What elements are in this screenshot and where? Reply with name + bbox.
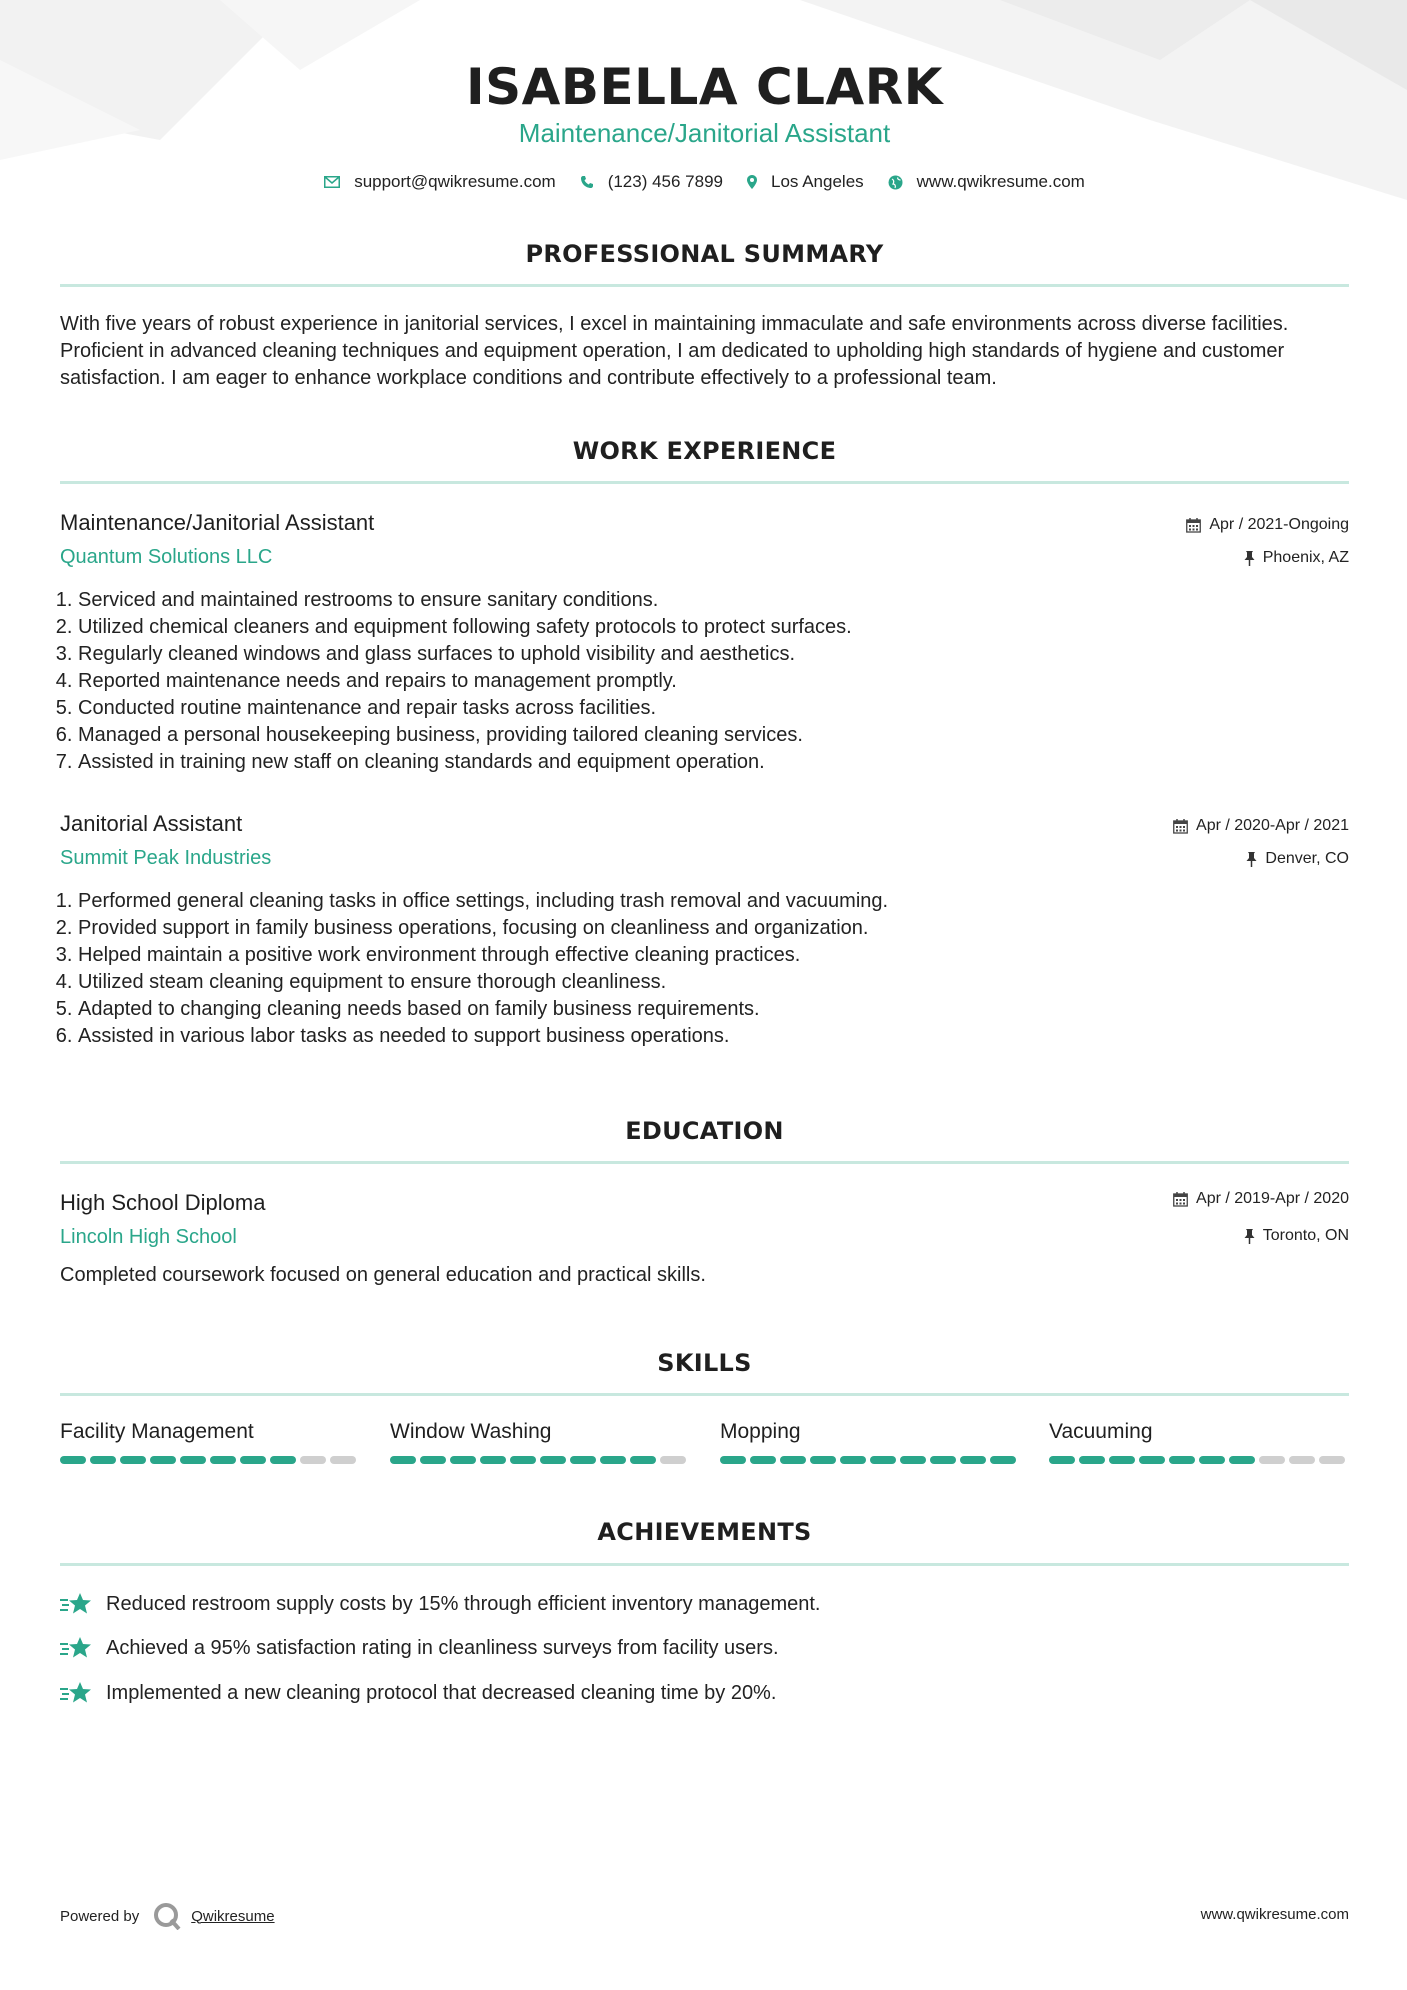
star-icon bbox=[60, 1635, 92, 1661]
skill-level-segment bbox=[1139, 1456, 1165, 1464]
job-location-text: Phoenix, AZ bbox=[1262, 549, 1349, 566]
job-dates bbox=[1173, 817, 1349, 835]
footer-website[interactable]: www.qwikresume.com bbox=[1200, 1906, 1349, 1923]
list-item: 2. Provided support in family business operations, focusing on cleanliness and organization. bbox=[78, 915, 888, 942]
achievement-text: Implemented a new cleaning protocol that decreased cleaning time by 20%. bbox=[106, 1681, 777, 1704]
skill-level-segment bbox=[150, 1456, 176, 1464]
envelope-icon bbox=[324, 176, 340, 188]
skill-level-bar bbox=[60, 1456, 360, 1464]
achievements-heading: ACHIEVEMENTS bbox=[597, 1518, 812, 1546]
email-text: support@qwikresume.com bbox=[354, 172, 556, 191]
calendar-icon bbox=[1186, 518, 1201, 533]
list-item: 2. Utilized chemical cleaners and equipment following safety protocols to protect surfaces. bbox=[78, 614, 852, 641]
contact-email[interactable] bbox=[324, 172, 556, 192]
list-item: 5. Adapted to changing cleaning needs based on family business requirements. bbox=[78, 996, 888, 1023]
achievement-text: Reduced restroom supply costs by 15% through efficient inventory management. bbox=[106, 1592, 821, 1615]
skill-level-segment bbox=[570, 1456, 596, 1464]
skill-level-segment bbox=[330, 1456, 356, 1464]
job-dates-text: Apr / 2021-Ongoing bbox=[1209, 516, 1349, 533]
skill-level-segment bbox=[1049, 1456, 1075, 1464]
skill-label: Mopping bbox=[720, 1420, 801, 1443]
job-location bbox=[1244, 549, 1349, 567]
skill-level-segment bbox=[240, 1456, 266, 1464]
skill-level-segment bbox=[60, 1456, 86, 1464]
skill-level-segment bbox=[1079, 1456, 1105, 1464]
phone-icon bbox=[580, 175, 594, 189]
list-item: 1. Serviced and maintained restrooms to ensure sanitary conditions. bbox=[78, 587, 852, 614]
skill-level-bar bbox=[1049, 1456, 1349, 1464]
skill-item bbox=[720, 1420, 1020, 1464]
skill-level-segment bbox=[180, 1456, 206, 1464]
skill-level-segment bbox=[1259, 1456, 1285, 1464]
education-divider bbox=[60, 1161, 1349, 1164]
education-dates bbox=[1173, 1190, 1349, 1208]
footer-powered-by bbox=[60, 1902, 275, 1930]
achievement-item bbox=[60, 1680, 776, 1706]
summary-divider bbox=[60, 284, 1349, 287]
list-item: 3. Helped maintain a positive work environment through effective cleaning practices. bbox=[78, 942, 888, 969]
skill-level-segment bbox=[900, 1456, 926, 1464]
skill-level-segment bbox=[1199, 1456, 1225, 1464]
job-location-text: Denver, CO bbox=[1265, 850, 1349, 867]
skill-level-segment bbox=[780, 1456, 806, 1464]
skill-level-segment bbox=[630, 1456, 656, 1464]
summary-heading: PROFESSIONAL SUMMARY bbox=[525, 240, 884, 268]
skill-level-segment bbox=[540, 1456, 566, 1464]
phone-text: (123) 456 7899 bbox=[607, 172, 724, 191]
powered-by-label: Powered by bbox=[60, 1907, 140, 1925]
experience-divider bbox=[60, 481, 1349, 484]
skill-level-segment bbox=[270, 1456, 296, 1464]
skill-level-segment bbox=[750, 1456, 776, 1464]
skill-level-segment bbox=[420, 1456, 446, 1464]
job-bullets bbox=[54, 587, 852, 776]
list-item: 4. Reported maintenance needs and repairs to management promptly. bbox=[78, 668, 852, 695]
job-location bbox=[1246, 850, 1349, 868]
skills-heading: SKILLS bbox=[657, 1349, 752, 1377]
job-dates-text: Apr / 2020-Apr / 2021 bbox=[1196, 817, 1349, 834]
skill-label: Window Washing bbox=[390, 1420, 552, 1443]
job-title: Janitorial Assistant bbox=[60, 811, 243, 836]
skill-level-segment bbox=[480, 1456, 506, 1464]
education-description: Completed coursework focused on general education and practical skills. bbox=[60, 1264, 706, 1286]
skill-level-segment bbox=[90, 1456, 116, 1464]
candidate-title: Maintenance/Janitorial Assistant bbox=[518, 118, 891, 148]
contact-location bbox=[747, 172, 864, 192]
skill-level-segment bbox=[1289, 1456, 1315, 1464]
skill-level-segment bbox=[1169, 1456, 1195, 1464]
skill-level-segment bbox=[1319, 1456, 1345, 1464]
job-bullets bbox=[54, 888, 888, 1050]
education-dates-text: Apr / 2019-Apr / 2020 bbox=[1196, 1190, 1349, 1207]
skill-label: Facility Management bbox=[60, 1420, 254, 1443]
skill-level-segment bbox=[210, 1456, 236, 1464]
skill-level-segment bbox=[990, 1456, 1016, 1464]
achievement-item bbox=[60, 1635, 779, 1661]
skill-level-segment bbox=[870, 1456, 896, 1464]
skill-level-segment bbox=[810, 1456, 836, 1464]
skill-item bbox=[1049, 1420, 1349, 1464]
skill-level-segment bbox=[720, 1456, 746, 1464]
experience-heading: WORK EXPERIENCE bbox=[572, 437, 837, 465]
skill-level-segment bbox=[390, 1456, 416, 1464]
website-text: www.qwikresume.com bbox=[916, 172, 1085, 191]
summary-text: With five years of robust experience in janitorial services, I excel in maintaining immaculate and safe environments across diverse facilities. Proficient in advanced cleaning techniques and equipment operation, I am dedicated to upholding high standards of hygiene and customer satisfaction. I am eager to enhance workplace conditions and contribute effectively to a professional team. bbox=[60, 313, 1289, 389]
skill-level-segment bbox=[840, 1456, 866, 1464]
job-company: Summit Peak Industries bbox=[60, 847, 272, 869]
education-degree: High School Diploma bbox=[60, 1190, 266, 1215]
list-item: 5. Conducted routine maintenance and repair tasks across facilities. bbox=[78, 695, 852, 722]
skill-level-segment bbox=[300, 1456, 326, 1464]
skill-level-segment bbox=[120, 1456, 146, 1464]
skill-level-segment bbox=[600, 1456, 626, 1464]
education-heading: EDUCATION bbox=[625, 1117, 784, 1145]
star-icon bbox=[60, 1680, 92, 1706]
qwikresume-link[interactable]: Qwikresume bbox=[191, 1907, 275, 1925]
job-title: Maintenance/Janitorial Assistant bbox=[60, 510, 375, 535]
contact-bar bbox=[60, 172, 1349, 192]
star-icon bbox=[60, 1591, 92, 1617]
location-text: Los Angeles bbox=[771, 172, 864, 191]
achievement-text: Achieved a 95% satisfaction rating in cleanliness surveys from facility users. bbox=[106, 1636, 779, 1659]
contact-phone[interactable] bbox=[580, 172, 723, 192]
pushpin-icon bbox=[1244, 551, 1255, 566]
education-location-text: Toronto, ON bbox=[1262, 1227, 1349, 1244]
skill-level-segment bbox=[450, 1456, 476, 1464]
skill-level-segment bbox=[930, 1456, 956, 1464]
calendar-icon bbox=[1173, 819, 1188, 834]
globe-icon bbox=[888, 175, 903, 190]
education-school: Lincoln High School bbox=[60, 1226, 237, 1248]
skill-item bbox=[60, 1420, 360, 1464]
skills-divider bbox=[60, 1393, 1349, 1396]
achievements-divider bbox=[60, 1563, 1349, 1566]
skill-level-segment bbox=[660, 1456, 686, 1464]
calendar-icon bbox=[1173, 1192, 1188, 1207]
job-company: Quantum Solutions LLC bbox=[60, 546, 273, 568]
skill-label: Vacuuming bbox=[1049, 1420, 1153, 1443]
skill-level-segment bbox=[1109, 1456, 1135, 1464]
skill-level-bar bbox=[390, 1456, 690, 1464]
skill-level-bar bbox=[720, 1456, 1020, 1464]
achievement-item bbox=[60, 1591, 820, 1617]
job-dates bbox=[1186, 516, 1349, 534]
map-pin-icon bbox=[747, 175, 757, 189]
skill-level-segment bbox=[960, 1456, 986, 1464]
list-item: 6. Assisted in various labor tasks as needed to support business operations. bbox=[78, 1023, 888, 1050]
list-item: 6. Managed a personal housekeeping business, providing tailored cleaning services. bbox=[78, 722, 852, 749]
qwikresume-logo-icon bbox=[153, 1902, 181, 1930]
list-item: 7. Assisted in training new staff on cleaning standards and equipment operation. bbox=[78, 749, 852, 776]
education-location bbox=[1244, 1227, 1349, 1245]
candidate-name: ISABELLA CLARK bbox=[466, 58, 943, 116]
contact-website[interactable] bbox=[888, 172, 1085, 192]
skill-item bbox=[390, 1420, 690, 1464]
list-item: 1. Performed general cleaning tasks in office settings, including trash removal and vacuuming. bbox=[78, 888, 888, 915]
skill-level-segment bbox=[1229, 1456, 1255, 1464]
list-item: 3. Regularly cleaned windows and glass surfaces to uphold visibility and aesthetics. bbox=[78, 641, 852, 668]
skill-level-segment bbox=[510, 1456, 536, 1464]
list-item: 4. Utilized steam cleaning equipment to ensure thorough cleanliness. bbox=[78, 969, 888, 996]
pushpin-icon bbox=[1246, 852, 1257, 867]
pushpin-icon bbox=[1244, 1229, 1255, 1244]
